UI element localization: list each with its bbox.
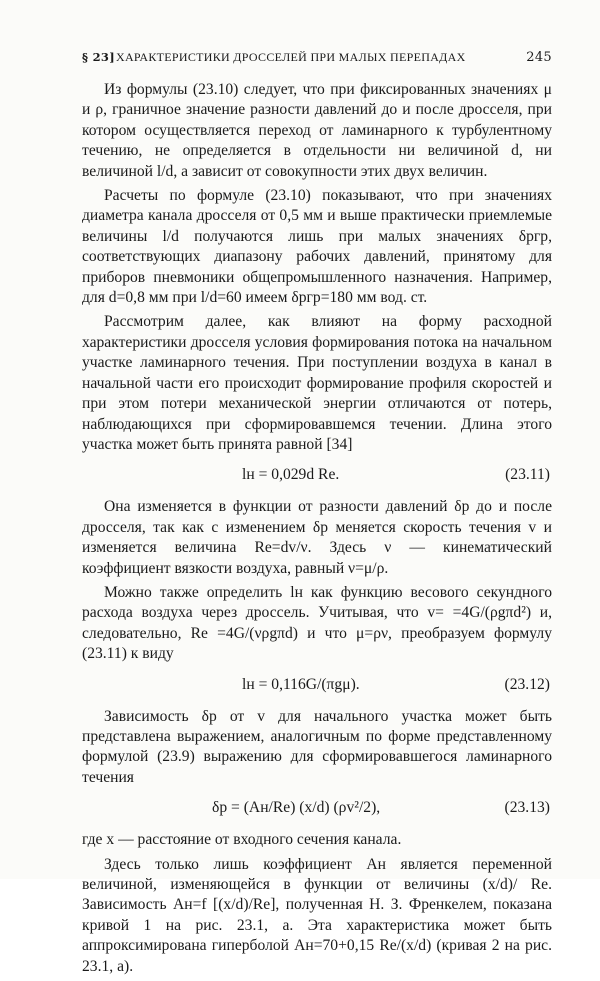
formula-number: (23.11)	[505, 466, 550, 484]
formula-number: (23.12)	[504, 675, 550, 693]
page-body	[82, 80, 552, 981]
paragraph: Зависимость δp от v для начального участка может быть представлена выражением, аналогичным по форме представленному формулой (23.9) выражению для сформировавшегося ламинарного течения	[82, 707, 552, 786]
formula-expression: lн = 0,029d Re.	[242, 466, 340, 484]
formula-23-13	[82, 792, 552, 824]
section-label: § 23]	[82, 50, 115, 64]
paragraph: где x — расстояние от входного сечения канала.	[82, 831, 402, 849]
formula-expression: lн = 0,116G/(πgμ).	[242, 675, 360, 693]
paragraph: Она изменяется в функции от разности давлений δp до и после дросселя, так как с изменением δp меняется скорость течения v и изменяется величина Re=dv/ν. Здесь ν — кинематический коэффициент вязкости воздуха, равный ν=μ/ρ.	[82, 498, 552, 577]
paragraph: Рассмотрим далее, как влияют на форму расходной характеристики дросселя условия формирования потока на начальном участке ламинарного течения. При поступлении воздуха в канал в начальной части его происходит формирование профиля скоростей и при этом потери механической энергии отличаются от потерь, наблюдающихся при сформировавшемся течении. Длина этого участка может быть принята равной [34]	[82, 313, 552, 453]
page-number: 245	[526, 50, 552, 65]
paragraph: Можно также определить lн как функцию весового секундного расхода воздуха через дроссель. Учитывая, что v= =4G/(ρgπd²) и, следовательно, Re =4G/(νρgπd) и что μ=ρν, преобразуем формулу (23.11) к виду	[82, 583, 552, 663]
paragraph: Здесь только лишь коэффициент Aн является переменной величиной, изменяющейся в функции от величины (x/d)/ Re. Зависимость Aн=f [(x/d)/Re], полученная Н. З. Френкелем, показана кривой 1 на рис. 23.1, a. Эта характеристика может быть аппроксимирована гиперболой Aн=70+0,15 Re/(x/d) (кривая 2 на рис. 23.1, a).	[82, 855, 552, 975]
paragraph: Расчеты по формуле (23.10) показывают, что при значениях диаметра канала дросселя от 0,5 мм и выше практически приемлемые величины l/d получаются лишь при малых значениях δpгр, соответствующих диапазону рабочих давлений, принятому для приборов пневмоники общепромышленного назначения. Например, для d=0,8 мм при l/d=60 имеем δpгр=180 мм вод. ст.	[82, 187, 552, 307]
running-header	[82, 50, 552, 70]
formula-23-11	[82, 459, 552, 491]
formula-23-12	[82, 669, 552, 701]
formula-number: (23.13)	[504, 799, 550, 817]
running-title: ХАРАКТЕРИСТИКИ ДРОССЕЛЕЙ ПРИ МАЛЫХ ПЕРЕПАДАХ	[116, 50, 466, 64]
formula-expression: δp = (Aн/Re) (x/d) (ρv²/2),	[212, 799, 381, 817]
paragraph: Из формулы (23.10) следует, что при фиксированных значениях μ и ρ, граничное значение разности давлений до и после дросселя, при котором осуществляется переход от ламинарного к турбулентному течению, не определяется в отдельности ни величиной d, ни величиной l/d, а зависит от совокупности этих двух величин.	[82, 81, 552, 180]
